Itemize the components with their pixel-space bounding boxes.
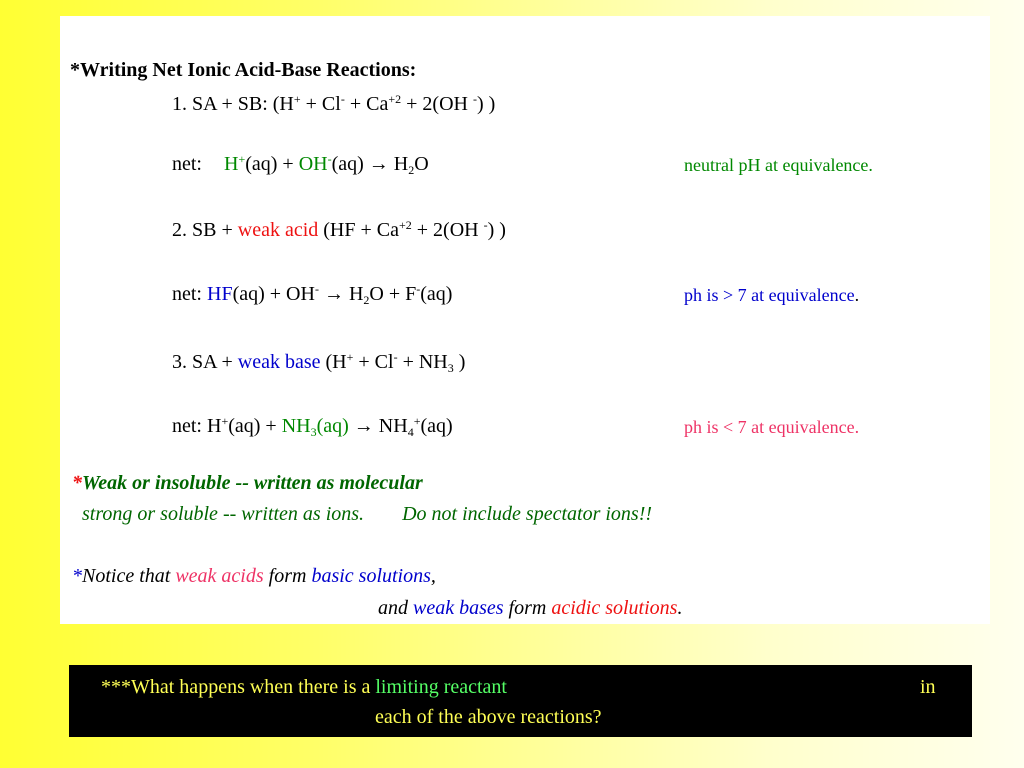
reaction-1-equation: 1. SA + SB: ($H^+ + Cl^- + Ca^{+2} + 2(OH$ -) ) — [172, 92, 496, 115]
notice-line-2: and weak bases form acidic solutions. — [378, 597, 683, 619]
reaction-2-equation: 2. SB + weak acid ($HF + Ca^{+2} + 2(OH$ -) ) — [172, 218, 506, 241]
reaction-2-net: net: $HF(aq) + OH^- \to H_2O + F^-(aq)$ — [172, 282, 453, 307]
question-line-2: each of the above reactions? — [375, 706, 602, 728]
rule-strong-soluble: strong or soluble -- written as ions. Do not include spectator ions!! — [82, 503, 653, 525]
slide-heading: *Writing Net Ionic Acid-Base Reactions: — [70, 59, 417, 81]
question-box — [69, 665, 972, 737]
reaction-1-note: neutral pH at equivalence. — [684, 155, 873, 175]
rule-weak-insoluble: *Weak or insoluble -- written as molecular — [72, 472, 423, 494]
reaction-3-note: ph is < 7 at equivalence. — [684, 417, 860, 437]
question-in: in — [920, 676, 936, 698]
notice-line-1: *Notice that weak acids form basic solutions, — [72, 565, 436, 587]
question-line-1: ***What happens when there is a limiting reactant — [101, 676, 507, 698]
reaction-3-net: net: $H^+(aq) + NH_3(aq) \to NH_4^+(aq)$ — [172, 414, 453, 439]
reaction-2-note: ph is > 7 at equivalence. — [684, 285, 860, 305]
reaction-1-net: net: $H^+(aq) + OH^-(aq) \to H_2O$ — [172, 152, 429, 177]
slide-content-panel — [60, 16, 990, 624]
reaction-3-equation: 3. SA + weak base ($H^+ + Cl^- + NH_3$ ) — [172, 350, 466, 375]
